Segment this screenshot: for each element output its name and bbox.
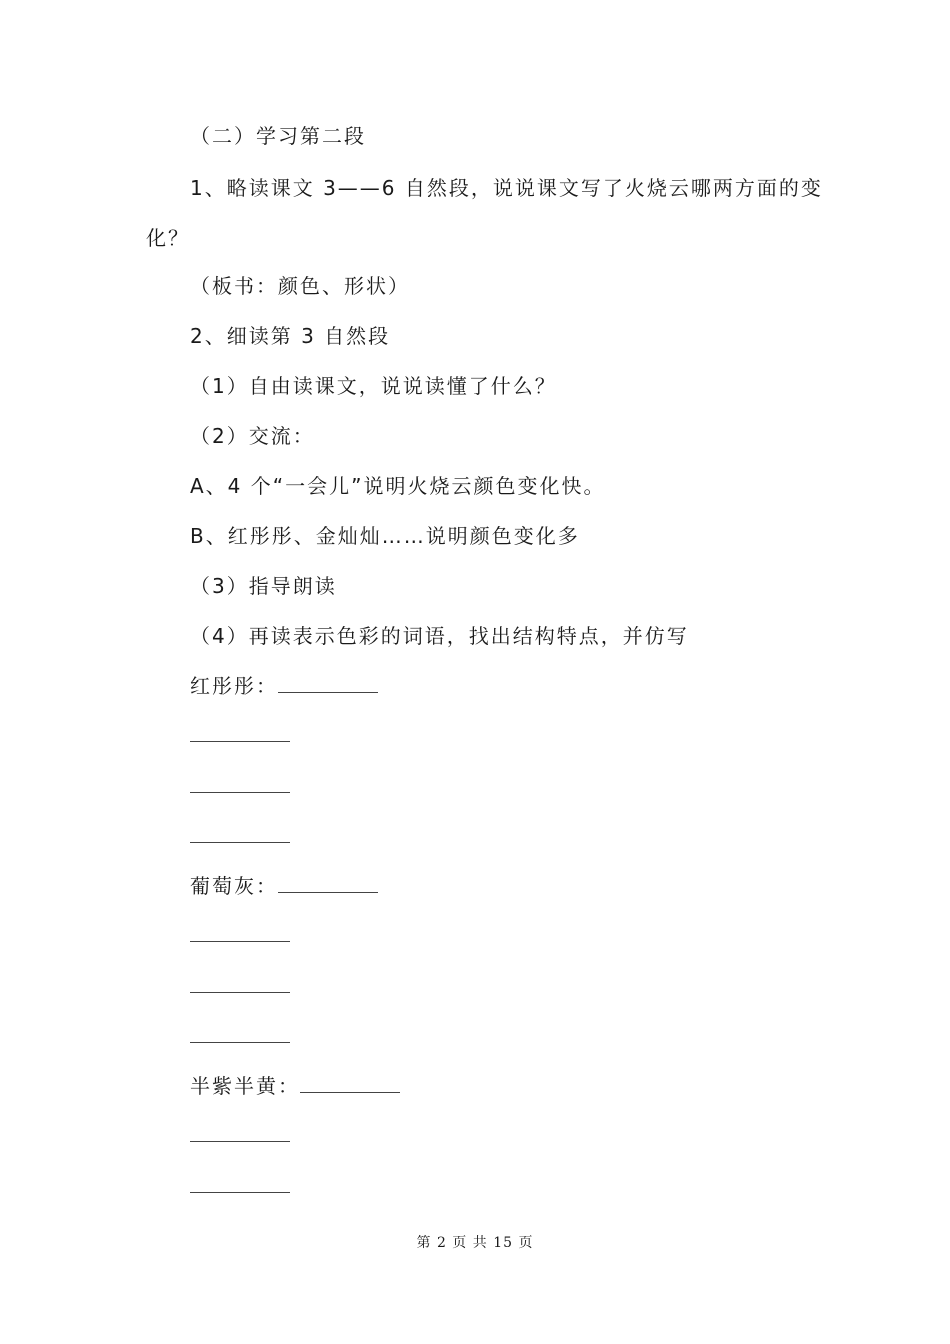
sub-item-1: （1）自由读课文，说说读懂了什么？ [190,374,557,398]
page-footer: 第 2 页 共 15 页 [416,1235,534,1251]
word1-blank[interactable] [278,672,378,693]
word2-label: 葡萄灰： [190,874,278,898]
item1-line2: 化？ [146,226,190,250]
sub-item-2: （2）交流： [190,424,315,448]
item1-line1: 1、略读课文 3——6 自然段，说说课文写了火烧云哪两方面的变 [190,176,823,200]
word2-blank-4[interactable] [190,1042,290,1043]
word2-blank-2[interactable] [190,941,290,942]
word2-blank[interactable] [278,872,378,893]
point-a: A、4 个“一会儿”说明火烧云颜色变化快。 [190,474,606,498]
section-heading: （二）学习第二段 [190,124,366,148]
item2-heading: 2、细读第 3 自然段 [190,324,391,348]
word1-blank-3[interactable] [190,792,290,793]
word3-row [190,1072,400,1100]
word1-row [190,672,378,700]
word3-label: 半紫半黄： [190,1074,300,1098]
word2-blank-3[interactable] [190,992,290,993]
word3-blank-2[interactable] [190,1141,290,1142]
word2-row [190,872,378,900]
word3-blank-3[interactable] [190,1192,290,1193]
point-b: B、红彤彤、金灿灿……说明颜色变化多 [190,524,580,548]
sub-item-3: （3）指导朗读 [190,574,337,598]
word1-blank-4[interactable] [190,842,290,843]
sub-item-4: （4）再读表示色彩的词语，找出结构特点，并仿写 [190,624,689,648]
word3-blank[interactable] [300,1072,400,1093]
word1-blank-2[interactable] [190,741,290,742]
board-note: （板书：颜色、形状） [190,274,410,298]
word1-label: 红彤彤： [190,674,278,698]
